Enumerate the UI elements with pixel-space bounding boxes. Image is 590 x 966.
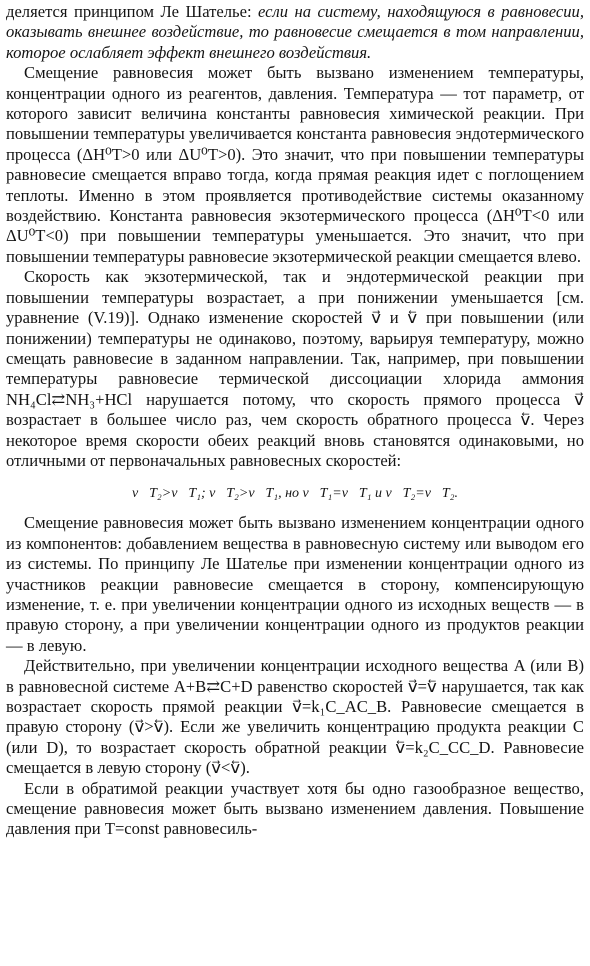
paragraph-pressure: Если в обратимой реакции участвует хотя бы одно газообразное вещество, смещение равновесия может быть вызвано изменением давления. Повышение давления при T=const равновесиль- — [6, 778, 584, 839]
principle-statement: если на систему, находящуюся в равновесии, оказывать внешнее воздействие, то равновесие смещается в том направлении, которое ослабляет эффект внешнего воздействия. — [6, 2, 584, 62]
rate-formula: v⃗T₂>v⃗T₁; v⃖T₂>v⃖T₁, но v⃗T₁=v⃖T₁ и v⃗T₂=v⃖T₂. — [132, 486, 458, 502]
paragraph-lead: деляется принципом Ле Шателье: — [6, 2, 259, 21]
paragraph-temperature: Смещение равновесия может быть вызвано изменением температуры, концентрации одного из реагентов, давления. Температура — тот параметр, от которого зависит величина константы равновесия химической реакции. При повышении температуры увеличивается константа равновесия эндотермического процесса (ΔH⁰T>0 или ΔU⁰T>0). Это значит, что при повышении температуры равновесие смещается вправо тогда, когда прямая реакция идет с поглощением теплоты. Именно в этом проявляется противодействие системы оказанному воздействию. Константа равновесия экзотермического процесса (ΔH⁰T<0 или ΔU⁰T<0) при повышении температуры уменьшается. Это значит, что при повышении температуры равновесие экзотермической реакции смещается влево. — [6, 63, 584, 266]
paragraph-concentration: Смещение равновесия может быть вызвано изменением концентрации одного из компонентов: добавлением вещества в равновесную систему или выводом его из системы. По принципу Ле Шателье при изменении концентрации одного из участников реакции равновесие смещается в сторону, компенсирующую изменение, т. е. при увеличении концентрации одного из исходных веществ — в правую сторону, а при увеличении концентрации одного из продуктов реакции — в левую. — [6, 513, 584, 655]
book-page — [6, 2, 584, 840]
paragraph-le-chatelier — [6, 2, 584, 63]
paragraph-example: Действительно, при увеличении концентрации исходного вещества A (или B) в равновесной системе A+B⇄C+D равенство скоростей v⃗=v⃖ нарушается, так как возрастает скорость прямой реакции v⃗=k₁C_AC_B. Равновесие смещается в правую сторону (v⃗>v⃖). Если же увеличить концентрацию продукта реакции C (или D), то возрастает скорость обратной реакции v⃖=k₂C_CC_D. Равновесие смещается в левую сторону (v⃗<v⃖). — [6, 656, 584, 778]
paragraph-reaction-rate: Скорость как экзотермической, так и эндотермической реакции при повышении температуры возрастает, а при понижении уменьшается [см. уравнение (V.19)]. Однако изменение скоростей v⃗ и v⃖ при повышении (или понижении) температуры не одинаково, поэтому, варьируя температуру, можно смещать равновесие в заданном направлении. Так, например, при повышении температуры равновесие термической диссоциации хлорида аммония NH₄Cl⇄NH₃+HCl нарушается потому, что скорость прямого процесса v⃗ возрастает в большее число раз, чем скорость обратного процесса v⃖. Через некоторое время скорости обеих реакций вновь становятся одинаковыми, но отличными от первоначальных равновесных скоростей: — [6, 267, 584, 470]
